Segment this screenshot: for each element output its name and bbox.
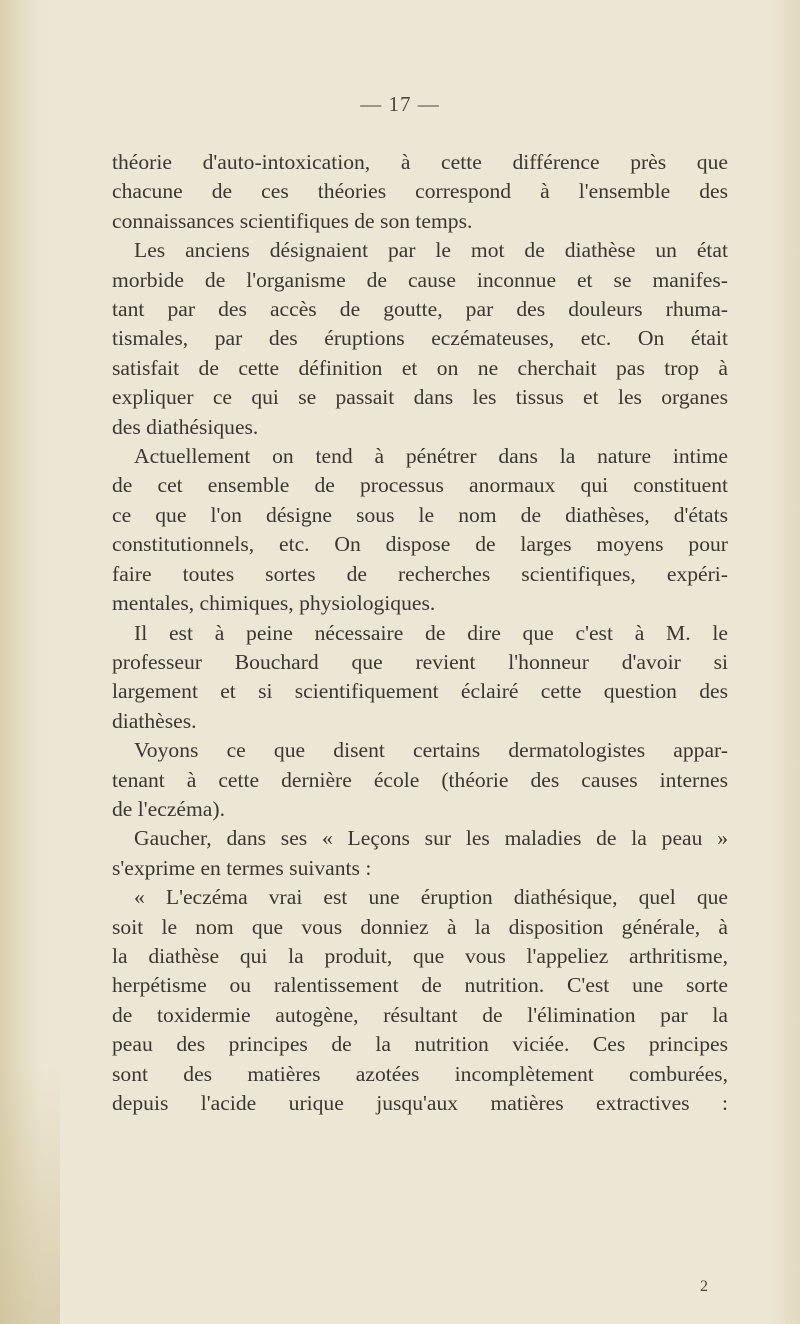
page-edge-stain [0,1064,60,1324]
text-line: professeur Bouchard que revient l'honneur d'avoir si [112,649,728,674]
text-line: satisfait de cette définition et on ne cherchait pas trop à [112,355,728,380]
text-line: expliquer ce qui se passait dans les tissus et les organes [112,385,728,410]
text-line: Les anciens désignaient par le mot de diathèse un état [134,238,728,263]
text-line: des diathésiques. [112,414,259,439]
text-line: de toxidermie autogène, résultant de l'élimination par la [112,1002,728,1027]
text-line: chacune de ces théories correspond à l'ensemble des [112,179,728,204]
text-line: ce que l'on désigne sous le nom de diathèses, d'états [112,502,728,527]
text-line: depuis l'acide urique jusqu'aux matières extractives : [112,1091,728,1115]
text-line: « L'eczéma vrai est une éruption diathésique, quel que [134,885,728,910]
text-line: Il est à peine nécessaire de dire que c'est à M. le [134,620,728,645]
text-line: tismales, par des éruptions eczémateuses, etc. On était [112,326,728,351]
text-line: tenant à cette dernière école (théorie des causes internes [112,767,728,792]
text-line: théorie d'auto-intoxication, à cette différence près que [112,150,728,174]
text-line: herpétisme ou ralentissement de nutrition. C'est une sorte [112,973,728,998]
text-line: de cet ensemble de processus anormaux qui constituent [112,473,728,498]
body-text [112,148,728,1118]
signature-mark: 2 [700,1278,708,1295]
text-line: connaissances scientifiques de son temps. [112,208,473,233]
text-line: la diathèse qui la produit, que vous l'appeliez arthritisme, [112,943,728,968]
text-line: de l'eczéma). [112,796,225,821]
text-line: soit le nom que vous donniez à la disposition générale, à [112,914,728,939]
page-number: — 17 — [360,92,440,116]
text-line: Actuellement on tend à pénétrer dans la nature intime [134,444,728,469]
text-line: peau des principes de la nutrition viciée. Ces principes [112,1032,728,1057]
text-line: Gaucher, dans ses « Leçons sur les maladies de la peau » [134,826,728,851]
text-line: tant par des accès de goutte, par des douleurs rhuma- [112,297,728,322]
text-line: mentales, chimiques, physiologiques. [112,591,436,616]
text-line: constitutionnels, etc. On dispose de larges moyens pour [112,532,728,557]
text-line: morbide de l'organisme de cause inconnue et se manifes- [112,267,728,292]
text-line: sont des matières azotées incomplètement comburées, [112,1061,728,1086]
text-line: faire toutes sortes de recherches scientifiques, expéri- [112,561,728,586]
page-edge-shadow-right [770,0,800,1324]
text-line: diathèses. [112,708,197,733]
text-line: largement et si scientifiquement éclairé cette question des [112,679,728,704]
text-line: s'exprime en termes suivants : [112,855,372,880]
text-line: Voyons ce que disent certains dermatologistes appar- [134,738,728,763]
